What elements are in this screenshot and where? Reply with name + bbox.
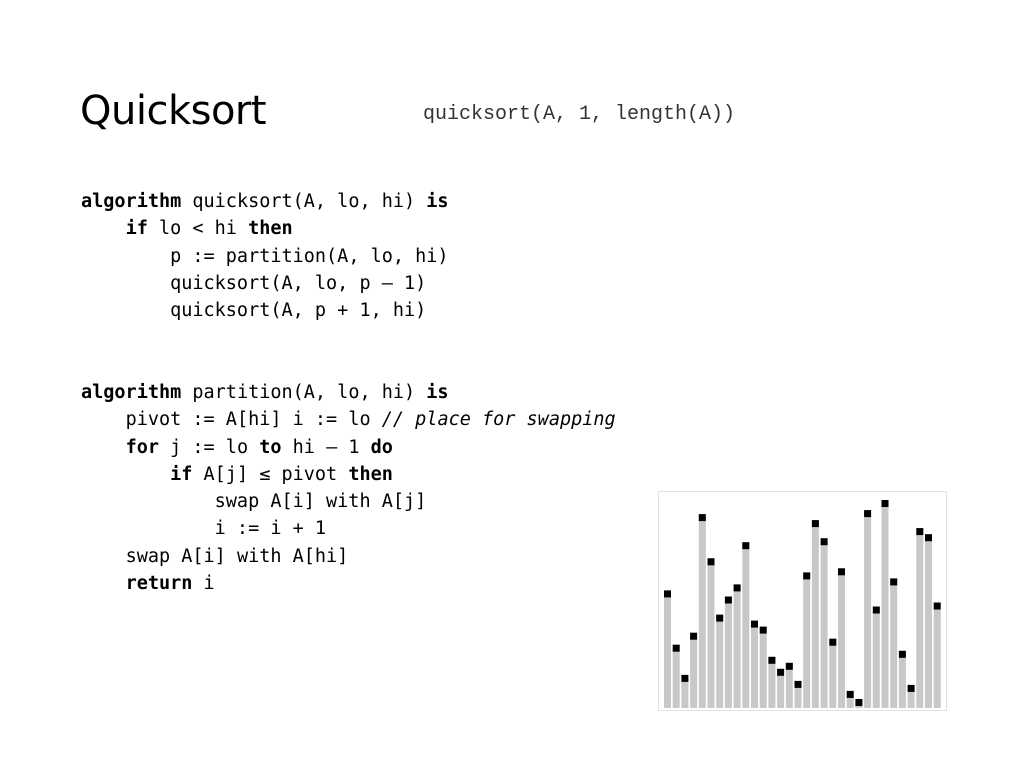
- code-keyword: if: [170, 463, 193, 485]
- value-marker: [716, 615, 723, 622]
- array-bar: [716, 615, 723, 708]
- value-marker: [786, 663, 793, 670]
- partition-code-block: [81, 379, 616, 597]
- value-marker: [890, 578, 897, 585]
- code-indent: [81, 437, 126, 458]
- array-bar: [925, 534, 932, 708]
- value-marker: [760, 627, 767, 634]
- bar-visualization: [659, 492, 948, 712]
- code-line: [81, 515, 616, 542]
- array-bar: [934, 603, 941, 709]
- code-keyword: algorithm: [81, 191, 182, 212]
- code-text: p := partition(A, lo, hi): [170, 245, 449, 267]
- code-indent: [81, 518, 215, 539]
- array-bar: [751, 621, 758, 708]
- array-bar: [803, 572, 810, 708]
- array-bar: [673, 645, 680, 708]
- quicksort-call: quicksort(A, 1, length(A)): [423, 103, 736, 126]
- array-bar: [708, 558, 715, 708]
- value-marker: [829, 639, 836, 646]
- code-keyword: do: [370, 436, 393, 458]
- code-text: A[j] ≤ pivot: [192, 463, 349, 485]
- code-line: [81, 379, 616, 406]
- code-line: [81, 461, 616, 488]
- array-bar: [742, 542, 749, 708]
- value-marker: [812, 520, 819, 527]
- value-marker: [934, 603, 941, 610]
- value-marker: [742, 542, 749, 549]
- array-bar: [821, 538, 828, 708]
- array-bar: [768, 657, 775, 708]
- code-text: lo < hi: [147, 218, 249, 240]
- sort-visualization: [658, 491, 947, 711]
- code-line: [81, 570, 616, 597]
- code-indent: [81, 546, 126, 567]
- value-marker: [699, 514, 706, 521]
- code-text: i: [192, 573, 215, 595]
- code-text: quicksort(A, lo, hi): [181, 191, 427, 212]
- array-bar: [864, 510, 871, 708]
- code-line: [81, 243, 449, 270]
- code-keyword: if: [125, 218, 148, 240]
- value-marker: [664, 590, 671, 597]
- code-text: quicksort(A, lo, p – 1): [170, 272, 427, 294]
- code-text: quicksort(A, p + 1, hi): [170, 300, 427, 322]
- array-bar: [899, 651, 906, 708]
- code-line: [81, 406, 616, 433]
- code-indent: [81, 573, 126, 594]
- value-marker: [916, 528, 923, 535]
- value-marker: [821, 538, 828, 545]
- code-keyword: to: [259, 436, 282, 458]
- code-keyword: return: [125, 573, 193, 595]
- value-marker: [838, 568, 845, 575]
- array-bar: [734, 584, 741, 708]
- value-marker: [908, 685, 915, 692]
- code-indent: [81, 464, 170, 485]
- array-bar: [812, 520, 819, 708]
- code-keyword: algorithm: [81, 382, 182, 403]
- value-marker: [681, 675, 688, 682]
- code-text: swap A[i] with A[j]: [214, 491, 427, 513]
- value-marker: [864, 510, 871, 517]
- code-line: [81, 215, 449, 242]
- array-bar: [873, 607, 880, 709]
- code-indent: [81, 273, 170, 294]
- value-marker: [803, 572, 810, 579]
- code-keyword: then: [348, 463, 393, 485]
- value-marker: [847, 691, 854, 698]
- code-indent: [81, 300, 170, 321]
- code-line: [81, 434, 616, 461]
- code-indent: [81, 218, 126, 239]
- value-marker: [708, 558, 715, 565]
- code-keyword: for: [125, 436, 159, 458]
- array-bar: [890, 578, 897, 708]
- code-indent: [81, 491, 215, 512]
- code-text: pivot := A[hi] i := lo: [125, 409, 382, 431]
- slide-title: Quicksort: [80, 88, 267, 134]
- code-keyword: is: [426, 382, 449, 403]
- value-marker: [873, 607, 880, 614]
- value-marker: [882, 500, 889, 507]
- code-line: [81, 297, 449, 324]
- code-line: [81, 543, 616, 570]
- value-marker: [777, 669, 784, 676]
- array-bar: [916, 528, 923, 708]
- value-marker: [751, 621, 758, 628]
- array-bar: [838, 568, 845, 708]
- value-marker: [768, 657, 775, 664]
- value-marker: [734, 584, 741, 591]
- code-keyword: is: [426, 191, 449, 212]
- value-marker: [899, 651, 906, 658]
- code-keyword: then: [248, 218, 293, 240]
- code-text: hi – 1: [281, 436, 371, 458]
- value-marker: [690, 633, 697, 640]
- value-marker: [795, 681, 802, 688]
- value-marker: [855, 699, 862, 706]
- quicksort-code-block: [81, 188, 449, 324]
- array-bar: [829, 639, 836, 708]
- code-text: i := i + 1: [214, 518, 327, 540]
- code-line: [81, 188, 449, 215]
- code-text: partition(A, lo, hi): [181, 382, 427, 403]
- code-indent: [81, 409, 126, 430]
- value-marker: [725, 597, 732, 604]
- code-text: swap A[i] with A[hi]: [125, 545, 349, 567]
- value-marker: [925, 534, 932, 541]
- code-indent: [81, 246, 170, 267]
- code-comment: // place for swapping: [381, 409, 616, 431]
- array-bar: [725, 597, 732, 709]
- array-bar: [690, 633, 697, 708]
- value-marker: [673, 645, 680, 652]
- code-line: [81, 488, 616, 515]
- code-line: [81, 270, 449, 297]
- array-bar: [699, 514, 706, 708]
- array-bar: [664, 590, 671, 708]
- array-bar: [882, 500, 889, 708]
- code-text: j := lo: [158, 436, 260, 458]
- array-bar: [760, 627, 767, 708]
